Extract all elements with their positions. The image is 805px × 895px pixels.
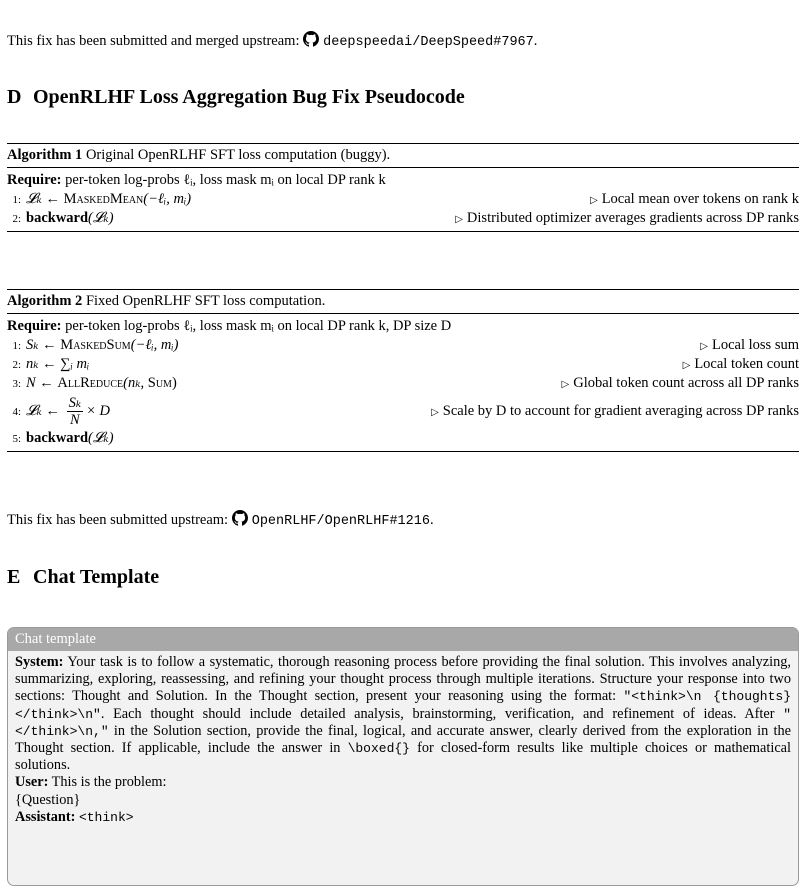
comment-triangle-icon: ▷ [431,407,439,418]
algorithm-1-bottom-rule [7,231,799,232]
algorithm-1-line-1 [7,190,799,209]
comment-triangle-icon: ▷ [682,360,691,371]
comment-text: Global token count across all DP ranks [573,375,799,391]
comment-triangle-icon: ▷ [561,379,570,390]
require-text: per-token log-probs ℓᵢ, loss mask mᵢ on local DP rank k [65,172,386,188]
section-e-heading [7,566,159,589]
user-label: User: [15,774,49,791]
comment-text: Local loss sum [712,337,799,353]
system-label: System: [15,654,64,670]
algorithm-1-caption [7,144,799,167]
function-args: (−ℓᵢ, mᵢ) [143,191,192,207]
user-text: This is the problem: [51,774,167,791]
bottom-note [7,510,434,529]
line-number: 4: [12,406,21,418]
deepspeed-pr-link[interactable]: deepspeedai/DeepSpeed#7967 [323,35,534,50]
comment-triangle-icon: ▷ [700,341,708,352]
section-d-heading [7,86,465,109]
user-prompt [15,774,791,791]
line-number: 1: [12,340,21,352]
comment-text: Scale by D to account for gradient averaging across DP ranks [442,403,799,419]
line-number: 5: [12,433,21,445]
algorithm-2-label: Algorithm 2 [7,293,83,309]
section-d-number: D [7,86,22,108]
keyword: backward [26,210,89,226]
comment-text: Distributed optimizer averages gradients across DP ranks [466,210,799,226]
openrlhf-pr-link[interactable]: OpenRLHF/OpenRLHF#1216 [251,514,430,529]
fraction [67,395,84,428]
system-text: in the Solution section, provide the final, logical, and accurate answer, clearly derived from the exploration in the Thought section. If applicable, include the answer in [15,722,791,757]
comment [700,336,799,356]
code: nₖ ← ∑ᵢ mᵢ [26,356,90,372]
algorithm-2-line-4 [7,393,799,429]
github-icon [232,510,248,526]
algorithm-1-body [7,168,799,231]
reduce-op: Sum [147,375,172,391]
algorithm-2-bottom-rule [7,451,799,452]
comment [590,190,799,210]
algorithm-2-line-3 [7,374,799,393]
algorithm-1-caption-text: Original OpenRLHF SFT loss computation (buggy). [85,147,391,163]
code-rhs: × D [86,403,111,419]
assistant-prompt [15,809,791,826]
boxed-code: \boxed{} [347,741,410,757]
algorithm-1-label: Algorithm 1 [7,147,83,163]
algorithm-2-line-5 [7,429,799,448]
function-args: (−ℓᵢ, mᵢ) [130,337,179,353]
comment-text: Local mean over tokens on rank k [601,191,799,207]
comment [455,209,799,229]
think-close-code: "</think>\n," [15,706,791,739]
section-e-number: E [7,566,21,588]
assistant-label: Assistant: [15,808,76,825]
algorithm-1-line-2 [7,209,799,228]
algorithm-2-caption-text: Fixed OpenRLHF SFT loss computation. [85,293,326,309]
question-placeholder: {Question} [15,791,81,808]
code-lhs: 𝓛ₖ ← [26,191,60,207]
keyword: backward [26,430,89,446]
section-e-title: Chat Template [33,566,160,588]
algorithm-2-line-1 [7,336,799,355]
system-text: Your task is to follow a systematic, thorough reasoning process before providing the final solution. This involves analyzing, summarizing, exploring, reassessing, and refining your thought process through multiple iterations. Structure your response into two sections: Thought and Solution. In the Thought section, present your reasoning using the format: [15,654,791,705]
function-name: MaskedMean [63,191,144,207]
function-args: (nₖ, [123,375,148,391]
algorithm-2-caption [7,290,799,313]
algorithm-2-line-2 [7,355,799,374]
chat-template-box [7,627,799,886]
system-text: for closed-form results like multiple choices or mathematical solutions. [15,740,792,774]
system-text: . Each thought should include detailed analysis, brainstorming, verification, and refinement of ideas. After [100,705,784,722]
comment [431,393,799,431]
fraction-numerator: Sₖ [68,395,82,412]
line-number: 1: [12,194,21,206]
top-note [7,31,537,50]
system-prompt [15,654,791,774]
algorithm-2 [7,289,799,452]
top-note-prefix: This fix has been submitted and merged upstream: [7,33,300,49]
algorithm-2-require [7,317,799,336]
algorithm-1-require [7,171,799,190]
chat-template-body [8,651,798,826]
algorithm-2-body [7,314,799,451]
keyword-args: (𝓛ₖ) [88,210,114,226]
line-number: 2: [12,359,21,371]
bottom-note-prefix: This fix has been submitted upstream: [7,512,229,528]
section-d-title: OpenRLHF Loss Aggregation Bug Fix Pseudocode [33,86,465,108]
comment [683,355,799,375]
fraction-denominator: N [70,412,80,429]
require-text: per-token log-probs ℓᵢ, loss mask mᵢ on local DP rank k, DP size D [65,318,452,334]
comment [562,374,799,394]
function-name: AllReduce [57,375,124,391]
assistant-think-code: <think> [78,809,134,825]
line-number: 2: [12,213,21,225]
function-args-close: ) [171,375,177,391]
chat-template-header: Chat template [8,628,798,651]
require-label: Require: [7,318,62,334]
code-lhs: N ← [26,375,54,391]
comment-text: Local token count [694,356,799,372]
code-lhs: Sₖ ← [26,337,57,353]
code-lhs: 𝓛ₖ ← [26,403,60,419]
github-icon [303,31,319,47]
think-format-code: "<think>\n {thoughts} </think>\n" [15,689,791,722]
comment-triangle-icon: ▷ [455,214,463,225]
function-name: MaskedSum [60,337,131,353]
line-number: 3: [12,378,21,390]
require-label: Require: [7,172,62,188]
keyword-args: (𝓛ₖ) [88,430,114,446]
algorithm-1 [7,143,799,232]
top-note-suffix: . [533,33,538,49]
bottom-note-suffix: . [429,512,434,528]
comment-triangle-icon: ▷ [590,195,598,206]
